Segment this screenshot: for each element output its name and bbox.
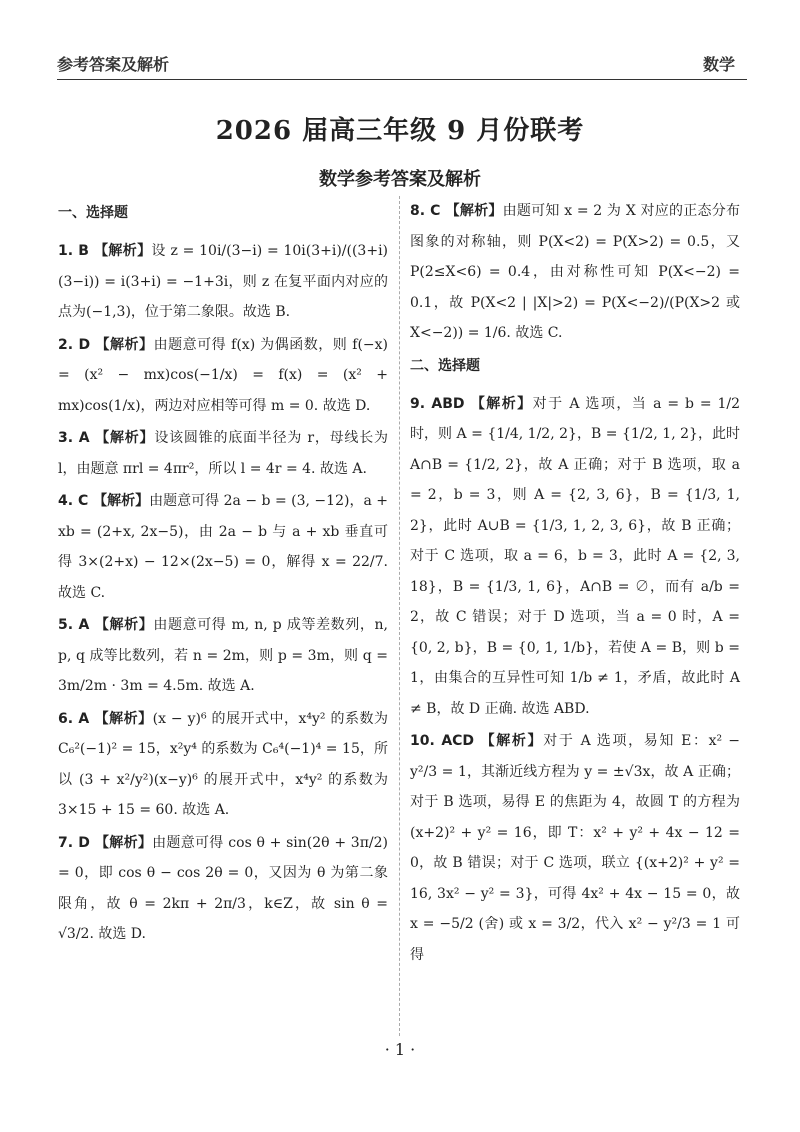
header-left-label: 参考答案及解析 — [57, 55, 170, 74]
header-rule — [57, 79, 747, 80]
solution-text: 由题意可得 2a − b = (3, −12)，a + xb = (2+x, 2x−5)，由 2a − b 与 a + xb 垂直可得 3×(2+x) − 12×(2x−5) = 0，解得 x = 22/7. 故选 C. — [58, 493, 388, 601]
solution-text: (x − y)⁶ 的展开式中，x⁴y² 的系数为 C₆²(−1)² = 15，x²y⁴ 的系数为 C₆⁴(−1)⁴ = 15，所以 (3 + x²/y²)(x−y)⁶ 的展开式中，x⁴y² 的系数为 3×15 + 15 = 60. 故选 A. — [58, 710, 388, 818]
page-header — [57, 52, 747, 76]
answer-label: 10. ACD 【解析】 — [410, 733, 544, 749]
solution-text: 对于 A 选项，易知 E：x² − y²/3 = 1，其渐近线方程为 y = ±√3x，故 A 正确；对于 B 选项，易得 E 的焦距为 4，故圆 T 的方程为 (x+2)² + y² = 16，即 T：x² + y² + 4x − 12 = 0，故 B 错误；对于 C 选项，联立 {(x+2)² + y² = 16, 3x² − y² = 3}，可得 4x² + 4x − 15 = 0，故 x = −5/2 (舍) 或 x = 3/2，代入 x² − y²/3 = 1 可得 — [410, 733, 741, 963]
question-solution — [58, 423, 388, 484]
column-divider — [399, 196, 400, 1036]
question-solution — [410, 389, 740, 725]
question-solution — [58, 236, 388, 328]
question-solution — [58, 828, 388, 950]
section-heading: 二、选择题 — [410, 357, 480, 374]
answer-label: 7. D 【解析】 — [58, 834, 153, 851]
solution-text: 对于 A 选项，当 a = b = 1/2 时，则 A = {1/4, 1/2, 2}，B = {1/2, 1, 2}，此时 A∩B = {1/2, 2}，故 A 正确；对于 B 选项，取 a = 2，b = 3，则 A = {2, 3, 6}，B = {1/3, 1, 2}，此时 A∪B = {1/3, 1, 2, 3, 6}，故 B 正确；对于 C 选项，取 a = 6，b = 3，此时 A = {2, 3, 18}，B = {1/3, 1, 6}，A∩B = ∅，而有 a/b = 2，故 C 错误；对于 D 选项，当 a = 0 时，A = {0, 2, b}，B = {0, 1, 1/b}，若使 A = B，则 b = 1，由集合的互异性可知 1/b ≠ 1，矛盾，故此时 A ≠ B，故 D 正确. 故选 ABD. — [410, 395, 741, 717]
solution-text: 设 z = 10i/(3−i) = 10i(3+i)/((3+i)(3−i)) = i(3+i) = −1+3i，则 z 在复平面内对应的点为(−1,3)，位于第二象限。故选 B. — [58, 243, 389, 320]
page-subtitle: 数学参考答案及解析 — [319, 169, 481, 190]
header-subject-label: 数学 — [702, 55, 735, 74]
answer-label: 3. A 【解析】 — [58, 430, 155, 446]
answer-label: 2. D 【解析】 — [58, 336, 154, 353]
solution-text: 由题意可得 m, n, p 成等差数列，n, p, q 成等比数列，若 n = 2m，则 p = 3m，则 q = 3m/2m · 3m = 4.5m. 故选 A. — [58, 617, 388, 694]
answer-label: 1. B 【解析】 — [58, 243, 152, 259]
solution-text: 由题可知 x = 2 为 X 对应的正态分布图象的对称轴，则 P(X<2) = P(X>2) = 0.5，又 P(2≤X<6) = 0.4，由对称性可知 P(X<−2) = 0.1，故 P(X<2 | |X|>2) = P(X<−2)/(P(X>2 或 X<−2)) = 1/6. 故选 C. — [410, 203, 740, 341]
question-solution — [410, 726, 740, 970]
answer-label: 8. C 【解析】 — [410, 203, 503, 219]
answer-label: 4. C 【解析】 — [58, 493, 150, 509]
solution-text: 由题意可得 f(x) 为偶函数，则 f(−x) = (x² − mx)cos(−1/x) = f(x) = (x² + mx)cos(1/x)，两边对应相等可得 m = 0. 故选 D. — [58, 336, 388, 414]
question-solution — [58, 610, 388, 702]
left-column — [58, 196, 388, 952]
solution-text: 设该圆锥的底面半径为 r，母线长为 l，由题意 πrl = 4πr²，所以 l = 4r = 4. 故选 A. — [58, 430, 388, 477]
solution-text: 由题意可得 cos θ + sin(2θ + 3π/2) = 0，即 cos θ − cos 2θ = 0，又因为 θ 为第二象限角，故 θ = 2kπ + 2π/3，k∈Z，故 sin θ = √3/2. 故选 D. — [58, 834, 388, 942]
page-number: · 1 · — [384, 1040, 416, 1059]
question-solution — [410, 196, 740, 349]
page-title: 2026 届高三年级 9 月份联考 — [215, 116, 585, 146]
question-solution — [58, 330, 388, 422]
answer-label: 6. A 【解析】 — [58, 710, 153, 727]
answer-label: 9. ABD 【解析】 — [410, 395, 533, 412]
answer-label: 5. A 【解析】 — [58, 617, 154, 633]
question-solution — [58, 486, 388, 608]
right-column — [410, 196, 740, 972]
section-heading: 一、选择题 — [58, 205, 128, 221]
question-solution — [58, 704, 388, 826]
